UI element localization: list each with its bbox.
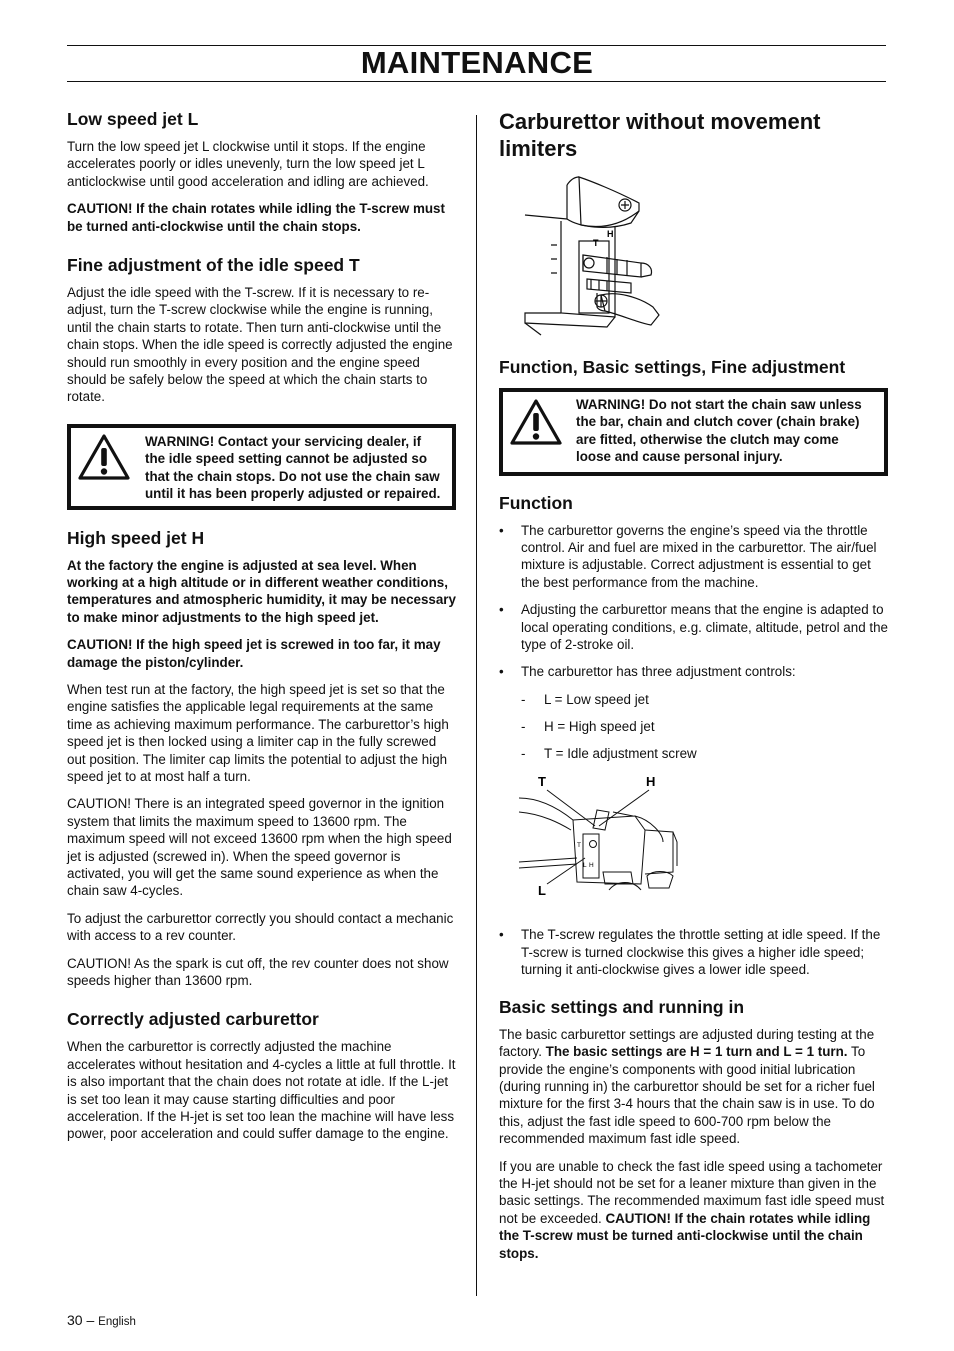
heading-fine-adjustment: Fine adjustment of the idle speed T	[67, 255, 360, 276]
footer-language: English	[98, 1316, 136, 1328]
heading-function: Function	[499, 492, 573, 513]
warning-triangle-icon	[77, 433, 131, 485]
figure-2-small-t: T	[577, 842, 581, 850]
warning-triangle-icon	[508, 398, 564, 450]
low-speed-caution: CAUTION! If the chain rotates while idling the T-screw must be turned anti-clockwise until the chain stops.	[67, 201, 445, 234]
adjustment-controls-list	[499, 691, 888, 763]
high-speed-text-mechanic: To adjust the carburettor correctly you should contact a mechanic with access to a rev counter.	[67, 910, 454, 944]
high-speed-text-rev-counter: CAUTION! As the spark is cut off, the rev counter does not show speeds higher than 13600 rpm.	[67, 955, 449, 989]
page-title: MAINTENANCE	[360, 45, 594, 80]
figure-2-label-t: T	[538, 774, 546, 790]
right-column	[499, 108, 888, 1272]
function-bullet-list	[499, 522, 888, 681]
high-speed-text-factory: When test run at the factory, the high speed jet is set so that the engine satisfies the applicable legal requirements at the same time as achieving maximum performance. The carburettor’s high speed jet is then locked using a limiter cap in the fully screwed out position. The limiter cap limits the potential to adjust the high speed jet to at most half a turn.	[67, 681, 449, 784]
warning-text-chain-brake: WARNING! Do not start the chain saw unless the bar, chain and clutch cover (chain brake) are fitted, otherwise the clutch may come loose and cause personal injury.	[576, 397, 862, 465]
warning-box-dealer	[67, 424, 456, 510]
title-rule	[67, 81, 886, 82]
heading-basic-settings: Basic settings and running in	[499, 996, 745, 1017]
heading-low-speed-jet: Low speed jet L	[67, 109, 199, 129]
correctly-adjusted-text: When the carburettor is correctly adjusted the machine accelerates without hesitation and 4-cycles a little at full throttle. It is also important that the chain does not rotate at idle. If the L-jet is set too lean it may cause starting difficulties and poor acceleration. If the H-jet is set too lean the machine will have less power, poor acceleration and could suffer damage to the engine.	[67, 1039, 456, 1142]
tachometer-text: If you are unable to check the fast idle speed using a tachometer the H-jet should not be set for a leaner mixture than given in the basic settings. The recommended maximum fast idle speed must not be exceeded. CAUTION! If the chain rotates while idling the T-screw must be turned anti-clockwise until the chain stops.	[499, 1158, 885, 1261]
list-item: - H = High speed jet	[499, 718, 888, 735]
left-column	[67, 108, 456, 1153]
high-speed-intro: At the factory the engine is adjusted at sea level. When working at a high altitude or in different weather conditions, temperatures and atmospheric humidity, it may be necessary to make minor adjustments to the high speed jet.	[67, 557, 456, 625]
t-screw-bullet-list	[499, 926, 888, 978]
page-number: 30	[67, 1312, 83, 1328]
figure-1-label-t: T	[593, 238, 599, 248]
list-item: • The carburettor governs the engine’s speed via the throttle control. Air and fuel are mixed in the carburettor. The air/fuel mixture is adjustable. Correct adjustment is essential to get the best performance from the machine.	[499, 522, 888, 592]
list-item: • The T-screw regulates the throttle setting at idle speed. If the T-screw is turned clockwise this gives a higher idle speed; turning it anti-clockwise gives a lower idle speed.	[499, 926, 888, 978]
heading-function-basic-fine: Function, Basic settings, Fine adjustment	[499, 357, 846, 377]
heading-correctly-adjusted: Correctly adjusted carburettor	[67, 1009, 319, 1030]
list-item: - T = Idle adjustment screw	[499, 745, 888, 762]
figure-1-label-h: H	[607, 229, 614, 239]
low-speed-text: Turn the low speed jet L clockwise until it stops. If the engine accelerates poorly or idles unevenly, turn the low speed jet L anticlockwise until good acceleration and idling are achieved.	[67, 139, 429, 189]
high-speed-text-governor: CAUTION! There is an integrated speed governor in the ignition system that limits the maximum speed to 13600 rpm. The maximum speed will not exceed 13600 rpm when the high speed jet is adjusted (screwed in). When the speed governor is activated, you will get the same sound experience as when the chain saw 4-cycles.	[67, 796, 452, 899]
page-footer: 30 – English	[67, 1312, 136, 1328]
figure-2-label-h: H	[646, 774, 656, 790]
figure-2-label-l: L	[538, 883, 546, 899]
basic-settings-text: The basic carburettor settings are adjusted during testing at the factory. The basic settings are H = 1 turn and L = 1 turn. To provide the engine’s components with good initial lubrication (during running in) the carburettor should be set for a richer fuel mixture for the first 3-4 hours that the chain saw is in use. To do this, adjust the fast idle speed to 600-700 rpm below the recommended maximum fast idle speed.	[499, 1026, 875, 1147]
list-item: • Adjusting the carburettor means that the engine is adapted to local operating conditions, e.g. climate, altitude, petrol and the type of 2-stroke oil.	[499, 601, 888, 653]
high-speed-caution: CAUTION! If the high speed jet is screwed in too far, it may damage the piston/cylinder.	[67, 637, 441, 670]
fine-adjustment-text: Adjust the idle speed with the T-screw. If it is necessary to re-adjust, turn the T-screw clockwise while the engine is running, until the chain starts to rotate. Then turn anti-clockwise until the chain stops. When the idle speed is correctly adjusted the engine should run smoothly in every position and the engine speed should be safely below the speed at which the chain starts to rotate.	[67, 285, 453, 405]
carburettor-figure-1	[521, 175, 888, 339]
carburettor-figure-2	[513, 772, 888, 916]
warning-box-chain-brake	[499, 388, 888, 476]
list-item: - L = Low speed jet	[499, 691, 888, 708]
figure-2-small-l: L	[583, 862, 587, 870]
figure-2-small-h: H	[589, 862, 594, 870]
warning-text-dealer: WARNING! Contact your servicing dealer, if the idle speed setting cannot be adjusted so that the chain stops. Do not use the chain saw until it has been properly adjusted or repaired.	[145, 433, 441, 502]
section-title-carburettor: Carburettor without movement limiters	[499, 109, 821, 161]
heading-high-speed-jet: High speed jet H	[67, 527, 205, 548]
column-divider	[476, 115, 477, 1296]
list-item: • The carburettor has three adjustment controls:	[499, 663, 888, 680]
